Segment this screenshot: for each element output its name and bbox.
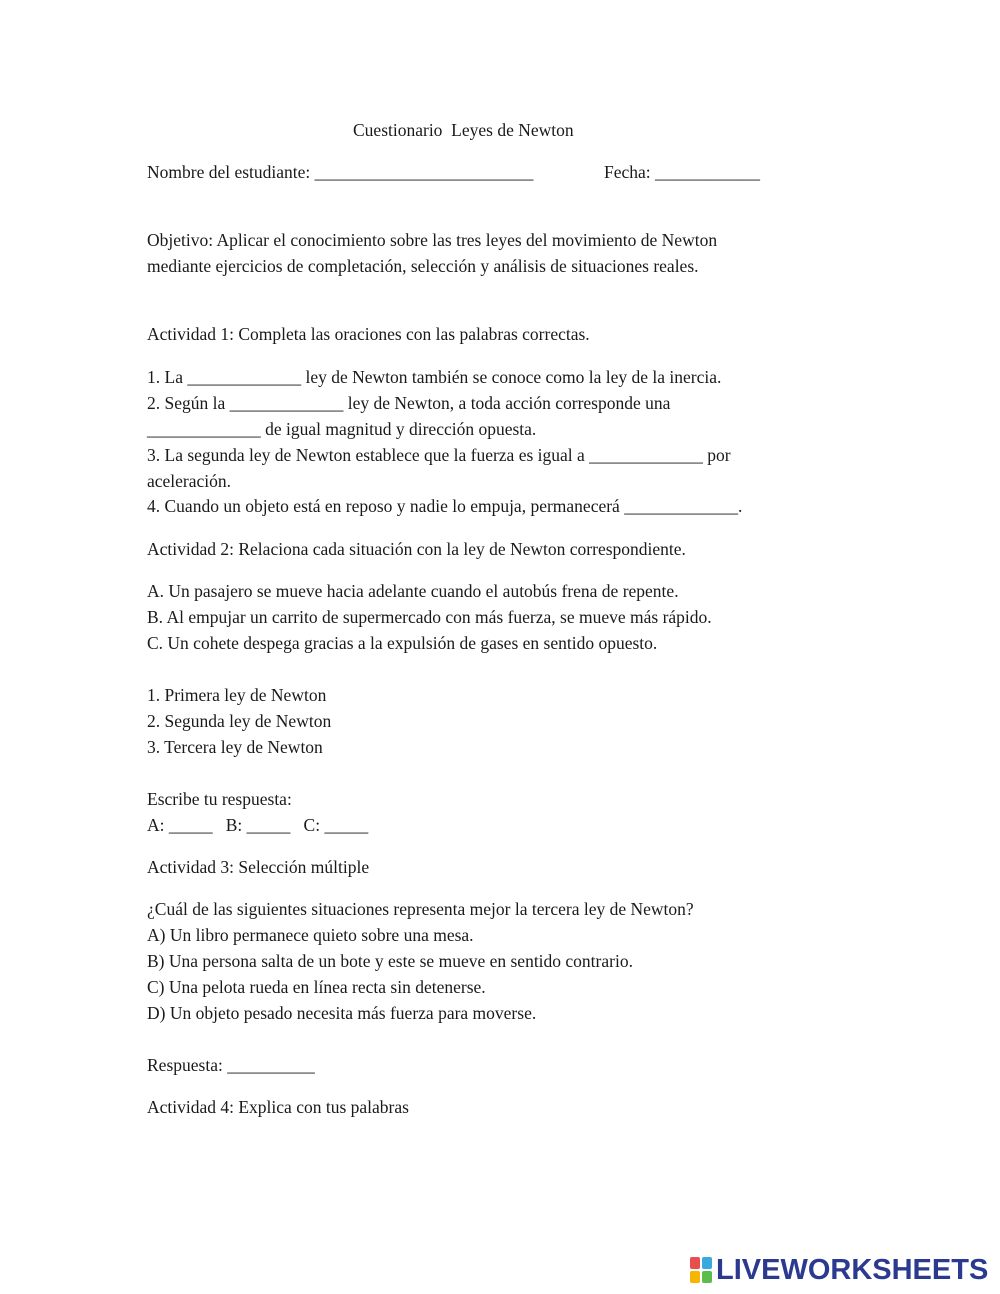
situation-item: C. Un cohete despega gracias a la expulsión de gases en sentido opuesto.: [147, 633, 658, 653]
objective-line-1: Objetivo: Aplicar el conocimiento sobre las tres leyes del movimiento de Newton: [147, 230, 718, 250]
logo-mark-icon: [690, 1257, 712, 1283]
matching-answer-fields[interactable]: A: _____ B: _____ C: _____: [147, 815, 369, 835]
activity-1-line[interactable]: 3. La segunda ley de Newton establece que la fuerza es igual a _____________ por: [147, 445, 731, 465]
law-item: 2. Segunda ley de Newton: [147, 711, 332, 731]
situation-item: A. Un pasajero se mueve hacia adelante cuando el autobús frena de repente.: [147, 581, 679, 601]
activity-1-line: aceleración.: [147, 471, 232, 491]
activity-2-heading: Actividad 2: Relaciona cada situación con la ley de Newton correspondiente.: [147, 539, 686, 559]
activity-1-line[interactable]: 2. Según la _____________ ley de Newton, a toda acción corresponde una: [147, 393, 671, 413]
activity-4-heading: Actividad 4: Explica con tus palabras: [147, 1097, 409, 1117]
activity-1-heading: Actividad 1: Completa las oraciones con las palabras correctas.: [147, 324, 590, 344]
law-item: 1. Primera ley de Newton: [147, 685, 327, 705]
law-item: 3. Tercera ley de Newton: [147, 737, 323, 757]
student-name-field[interactable]: Nombre del estudiante: _________________________: [147, 162, 534, 182]
logo-text: LIVEWORKSHEETS: [716, 1253, 989, 1286]
option-item: A) Un libro permanece quieto sobre una mesa.: [147, 925, 474, 945]
multiple-choice-answer-field[interactable]: Respuesta: __________: [147, 1055, 315, 1075]
objective-line-2: mediante ejercicios de completación, selección y análisis de situaciones reales.: [147, 256, 699, 276]
option-item: B) Una persona salta de un bote y este se mueve en sentido contrario.: [147, 951, 633, 971]
activity-1-line[interactable]: _____________ de igual magnitud y dirección opuesta.: [147, 419, 537, 439]
date-field[interactable]: Fecha: ____________: [604, 162, 761, 182]
question-text: ¿Cuál de las siguientes situaciones representa mejor la tercera ley de Newton?: [147, 899, 694, 919]
activity-1-line[interactable]: 4. Cuando un objeto está en reposo y nadie lo empuja, permanecerá _____________.: [147, 496, 743, 516]
activity-1-line[interactable]: 1. La _____________ ley de Newton también se conoce como la ley de la inercia.: [147, 367, 722, 387]
liveworksheets-logo: [690, 1255, 988, 1285]
activity-3-heading: Actividad 3: Selección múltiple: [147, 857, 370, 877]
answer-prompt: Escribe tu respuesta:: [147, 789, 292, 809]
situation-item: B. Al empujar un carrito de supermercado con más fuerza, se mueve más rápido.: [147, 607, 712, 627]
option-item: D) Un objeto pesado necesita más fuerza para moverse.: [147, 1003, 537, 1023]
option-item: C) Una pelota rueda en línea recta sin detenerse.: [147, 977, 486, 997]
worksheet-title: Cuestionario Leyes de Newton: [353, 120, 574, 140]
